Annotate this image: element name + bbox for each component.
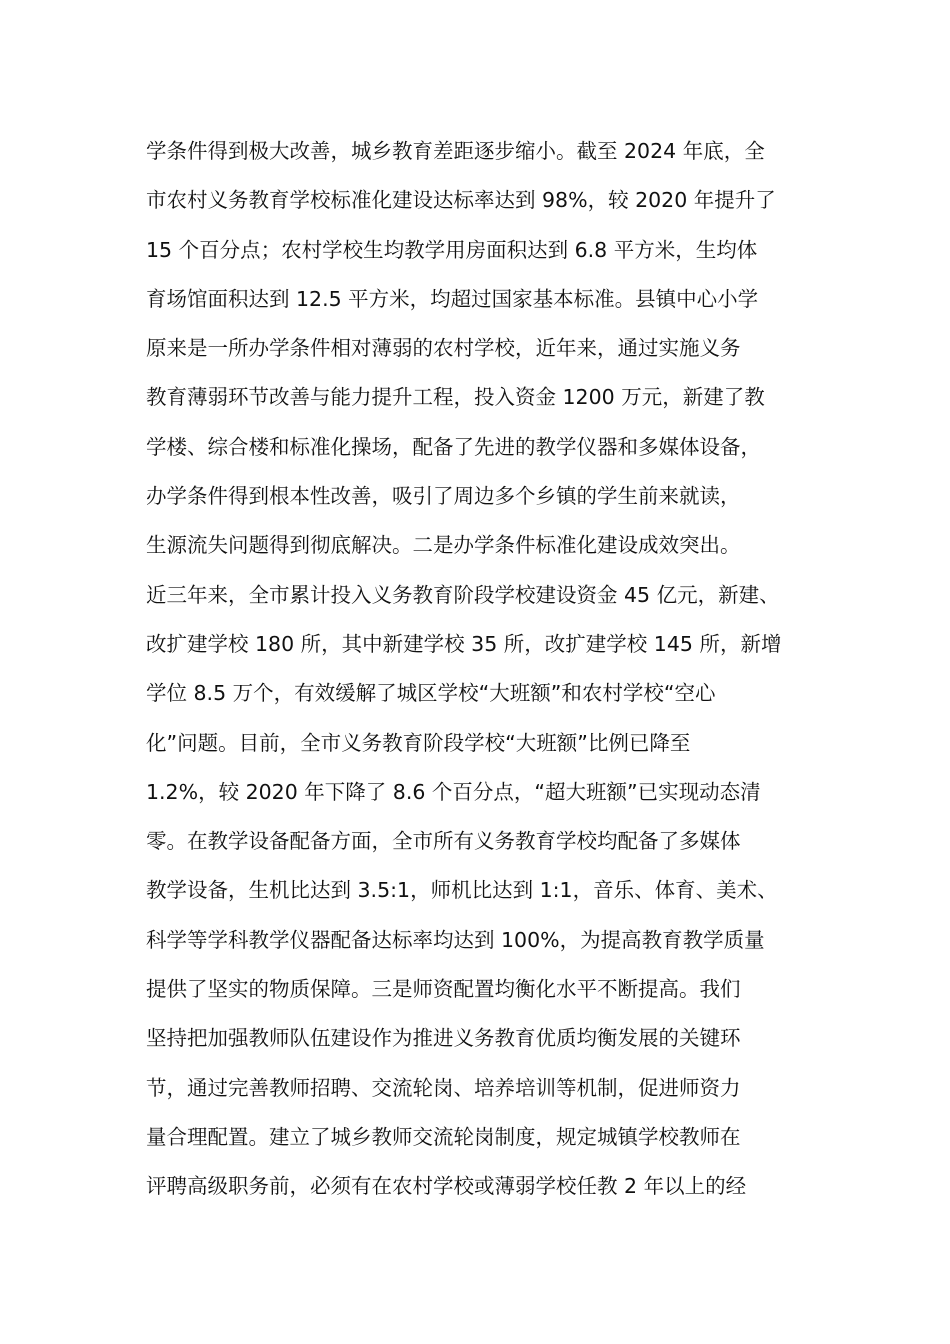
text-line-14: 1.2%，较 2020 年下降了 8.6 个百分点，“超大班额”已实现动态清 (146, 779, 761, 804)
text-line-10: 近三年来，全市累计投入义务教育阶段学校建设资金 45 亿元，新建、 (146, 582, 780, 607)
text-line-9: 生源流失问题得到彻底解决。二是办学条件标准化建设成效突出。 (146, 533, 741, 558)
text-line-21: 量合理配置。建立了城乡教师交流轮岗制度，规定城镇学校教师在 (146, 1124, 741, 1149)
body-paragraph (146, 127, 836, 1212)
text-line-11: 改扩建学校 180 所，其中新建学校 35 所，改扩建学校 145 所，新增 (146, 631, 782, 656)
text-line-16: 教学设备，生机比达到 3.5:1，师机比达到 1:1，音乐、体育、美术、 (146, 878, 778, 903)
text-line-22: 评聘高级职务前，必须有在农村学校或薄弱学校任教 2 年以上的经 (146, 1174, 747, 1199)
text-line-2: 市农村义务教育学校标准化建设达标率达到 98%，较 2020 年提升了 (146, 188, 776, 213)
text-line-12: 学位 8.5 万个，有效缓解了城区学校“大班额”和农村学校“空心 (146, 681, 716, 706)
text-line-5: 原来是一所办学条件相对薄弱的农村学校，近年来，通过实施义务 (146, 336, 741, 361)
text-line-7: 学楼、综合楼和标准化操场，配备了先进的教学仪器和多媒体设备， (146, 434, 761, 459)
text-line-15: 零。在教学设备配备方面，全市所有义务教育学校均配备了多媒体 (146, 829, 741, 854)
text-line-17: 科学等学科教学仪器配备达标率均达到 100%，为提高教育教学质量 (146, 927, 765, 952)
text-line-6: 教育薄弱环节改善与能力提升工程，投入资金 1200 万元，新建了教 (146, 385, 765, 410)
text-line-13: 化”问题。目前，全市义务教育阶段学校“大班额”比例已降至 (146, 730, 691, 755)
text-line-4: 育场馆面积达到 12.5 平方米，均超过国家基本标准。县镇中心小学 (146, 286, 759, 311)
text-line-1: 学条件得到极大改善，城乡教育差距逐步缩小。截至 2024 年底，全 (146, 139, 765, 163)
text-line-19: 坚持把加强教师队伍建设作为推进义务教育优质均衡发展的关键环 (146, 1026, 741, 1051)
text-line-8: 办学条件得到根本性改善，吸引了周边多个乡镇的学生前来就读， (146, 484, 741, 509)
text-line-20: 节，通过完善教师招聘、交流轮岗、培养培训等机制，促进师资力 (146, 1075, 741, 1100)
text-line-18: 提供了坚实的物质保障。三是师资配置均衡化水平不断提高。我们 (146, 977, 741, 1002)
text-line-3: 15 个百分点；农村学校生均教学用房面积达到 6.8 平方米，生均体 (146, 237, 758, 262)
